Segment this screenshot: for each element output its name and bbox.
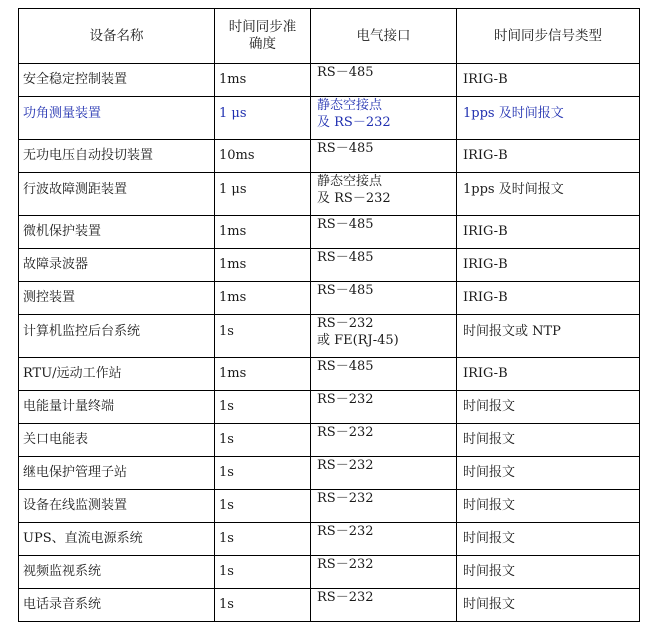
cell-interface-line: RS－232 bbox=[317, 458, 374, 473]
cell-interface-line: 或 FE(RJ-45) bbox=[317, 333, 399, 348]
cell-signal-type: IRIG-B bbox=[457, 140, 640, 173]
table-row bbox=[19, 556, 640, 589]
cell-interface bbox=[311, 282, 457, 315]
cell-precision: 1s bbox=[215, 315, 311, 358]
table-row bbox=[19, 249, 640, 282]
cell-interface bbox=[311, 490, 457, 523]
cell-precision: 1s bbox=[215, 556, 311, 589]
table-header bbox=[19, 9, 640, 64]
table-row bbox=[19, 391, 640, 424]
cell-interface bbox=[311, 556, 457, 589]
cell-interface-line: RS－232 bbox=[317, 392, 374, 407]
table-row bbox=[19, 140, 640, 173]
cell-precision: 1s bbox=[215, 457, 311, 490]
table-row bbox=[19, 589, 640, 622]
cell-precision: 1ms bbox=[215, 282, 311, 315]
cell-signal-type: 时间报文或 NTP bbox=[457, 315, 640, 358]
cell-interface bbox=[311, 97, 457, 140]
cell-interface-line: RS－232 bbox=[317, 491, 374, 506]
cell-precision: 1ms bbox=[215, 358, 311, 391]
cell-interface-line: RS－232 bbox=[317, 524, 374, 539]
cell-interface-line: RS－485 bbox=[317, 250, 374, 265]
cell-precision: 1s bbox=[215, 523, 311, 556]
table-row bbox=[19, 64, 640, 97]
cell-precision: 1s bbox=[215, 589, 311, 622]
cell-interface bbox=[311, 315, 457, 358]
cell-device-name: RTU/远动工作站 bbox=[19, 358, 215, 391]
cell-interface-line: 静态空接点 bbox=[317, 98, 383, 113]
cell-device-name: 无功电压自动投切装置 bbox=[19, 140, 215, 173]
cell-signal-type: IRIG-B bbox=[457, 216, 640, 249]
cell-interface-line: RS－232 bbox=[317, 316, 374, 331]
cell-device-name: 测控装置 bbox=[19, 282, 215, 315]
header-precision bbox=[215, 9, 311, 64]
cell-precision: 10ms bbox=[215, 140, 311, 173]
cell-device-name: 电能量计量终端 bbox=[19, 391, 215, 424]
header-signal-type: 时间同步信号类型 bbox=[457, 9, 640, 64]
cell-interface-line: RS－232 bbox=[317, 557, 374, 572]
header-device-name: 设备名称 bbox=[19, 9, 215, 64]
table-row bbox=[19, 282, 640, 315]
cell-precision: 1 μs bbox=[215, 173, 311, 216]
cell-device-name: 继电保护管理子站 bbox=[19, 457, 215, 490]
cell-interface bbox=[311, 249, 457, 282]
cell-device-name: 设备在线监测装置 bbox=[19, 490, 215, 523]
cell-signal-type: IRIG-B bbox=[457, 64, 640, 97]
cell-interface bbox=[311, 64, 457, 97]
cell-interface bbox=[311, 424, 457, 457]
cell-interface bbox=[311, 216, 457, 249]
cell-interface-line: RS－232 bbox=[317, 590, 374, 605]
header-precision-line1: 时间同步准 bbox=[228, 19, 297, 35]
table-row bbox=[19, 457, 640, 490]
cell-device-name: 关口电能表 bbox=[19, 424, 215, 457]
cell-device-name: 行波故障测距装置 bbox=[19, 173, 215, 216]
cell-signal-type: IRIG-B bbox=[457, 358, 640, 391]
header-row bbox=[19, 9, 640, 64]
cell-device-name: 视频监视系统 bbox=[19, 556, 215, 589]
table-row bbox=[19, 173, 640, 216]
cell-signal-type: 时间报文 bbox=[457, 424, 640, 457]
cell-interface bbox=[311, 140, 457, 173]
cell-signal-type: 时间报文 bbox=[457, 457, 640, 490]
cell-precision: 1s bbox=[215, 424, 311, 457]
cell-device-name: 电话录音系统 bbox=[19, 589, 215, 622]
table-row bbox=[19, 216, 640, 249]
cell-signal-type: 时间报文 bbox=[457, 391, 640, 424]
cell-device-name: 微机保护装置 bbox=[19, 216, 215, 249]
cell-interface-line: RS－485 bbox=[317, 283, 374, 298]
cell-signal-type: IRIG-B bbox=[457, 249, 640, 282]
cell-signal-type: 时间报文 bbox=[457, 490, 640, 523]
table-row bbox=[19, 424, 640, 457]
table-row bbox=[19, 97, 640, 140]
cell-precision: 1ms bbox=[215, 64, 311, 97]
header-interface: 电气接口 bbox=[311, 9, 457, 64]
cell-precision: 1ms bbox=[215, 216, 311, 249]
cell-precision: 1ms bbox=[215, 249, 311, 282]
cell-signal-type: 1pps 及时间报文 bbox=[457, 173, 640, 216]
header-precision-line2: 确度 bbox=[249, 36, 276, 52]
cell-interface-line: 静态空接点 bbox=[317, 174, 383, 189]
cell-interface-line: 及 RS－232 bbox=[317, 191, 391, 206]
cell-interface bbox=[311, 523, 457, 556]
cell-precision: 1s bbox=[215, 391, 311, 424]
cell-precision: 1 μs bbox=[215, 97, 311, 140]
table-row bbox=[19, 490, 640, 523]
cell-interface bbox=[311, 589, 457, 622]
cell-interface bbox=[311, 391, 457, 424]
cell-interface-line: RS－485 bbox=[317, 141, 374, 156]
cell-interface bbox=[311, 457, 457, 490]
cell-signal-type: 时间报文 bbox=[457, 556, 640, 589]
cell-device-name: 功角测量装置 bbox=[19, 97, 215, 140]
cell-precision: 1s bbox=[215, 490, 311, 523]
cell-signal-type: 1pps 及时间报文 bbox=[457, 97, 640, 140]
table-row bbox=[19, 315, 640, 358]
cell-interface-line: RS－485 bbox=[317, 217, 374, 232]
cell-device-name: 安全稳定控制装置 bbox=[19, 64, 215, 97]
cell-interface-line: 及 RS－232 bbox=[317, 115, 391, 130]
cell-signal-type: 时间报文 bbox=[457, 589, 640, 622]
table-body bbox=[19, 64, 640, 622]
cell-interface-line: RS－232 bbox=[317, 425, 374, 440]
cell-device-name: UPS、直流电源系统 bbox=[19, 523, 215, 556]
cell-device-name: 计算机监控后台系统 bbox=[19, 315, 215, 358]
cell-signal-type: IRIG-B bbox=[457, 282, 640, 315]
table-row bbox=[19, 358, 640, 391]
cell-interface-line: RS－485 bbox=[317, 359, 374, 374]
cell-interface bbox=[311, 173, 457, 216]
time-sync-table bbox=[18, 8, 640, 622]
cell-signal-type: 时间报文 bbox=[457, 523, 640, 556]
cell-interface bbox=[311, 358, 457, 391]
cell-interface-line: RS－485 bbox=[317, 65, 374, 80]
table-row bbox=[19, 523, 640, 556]
cell-device-name: 故障录波器 bbox=[19, 249, 215, 282]
